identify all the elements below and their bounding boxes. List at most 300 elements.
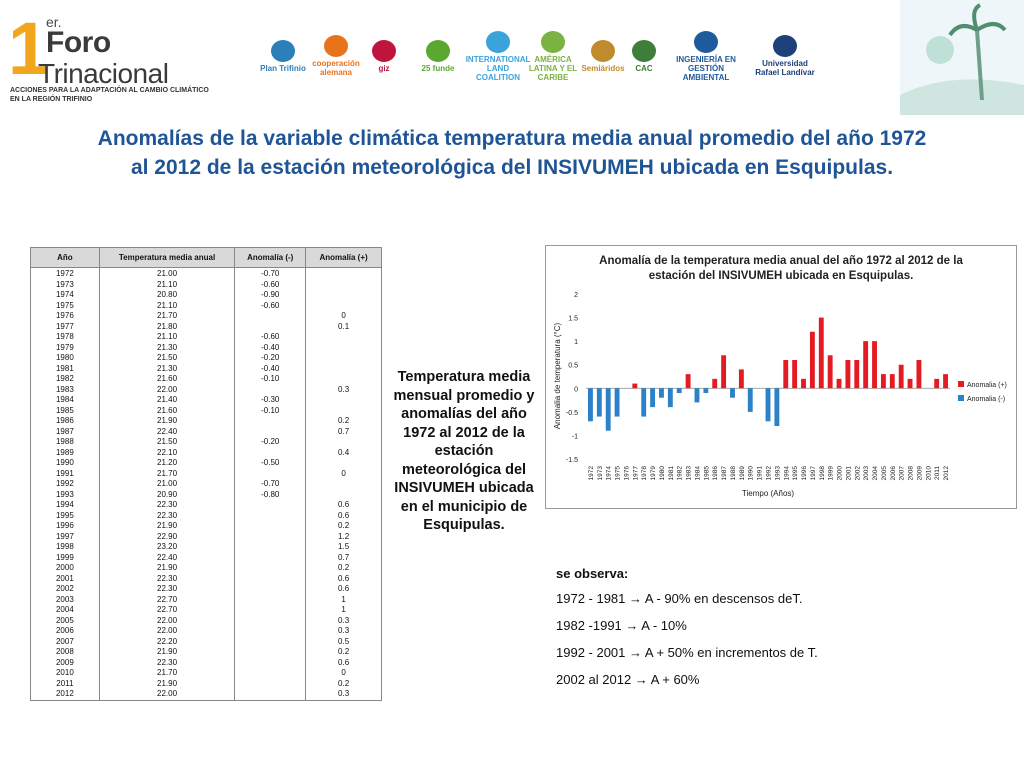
cell-anomaly-positive: 0 [306,668,382,679]
cell-year: 2009 [31,658,100,669]
cell-anomaly-positive [306,458,382,469]
bar-negative [703,388,708,393]
bar-negative [588,388,593,421]
temperature-anomaly-table [30,247,382,701]
cell-year: 1985 [31,406,100,417]
cell-anomaly-negative: -0.50 [235,458,306,469]
cell-anomaly-negative: -0.10 [235,374,306,385]
cell-temperature: 21.90 [99,416,235,427]
cell-year: 2007 [31,637,100,648]
cell-year: 2012 [31,689,100,700]
cell-anomaly-negative: -0.20 [235,353,306,364]
x-tick-label: 2008 [907,466,915,481]
cell-anomaly-negative: -0.60 [235,301,306,312]
partner-logo-mark [541,31,565,53]
deco-circle [926,36,954,64]
cell-anomaly-negative [235,542,306,553]
cell-temperature: 21.50 [99,353,235,364]
partner-logo-name: INTERNATIONAL LAND COALITION [465,54,531,82]
bar-positive [837,379,842,388]
cell-anomaly-positive: 0.2 [306,647,382,658]
x-tick-label: 2012 [943,466,951,481]
y-tick-label: 0 [574,386,578,394]
chart-title-line2: estación del INSIVUMEH ubicada en Esquipulas. [648,270,914,282]
cell-anomaly-negative [235,427,306,438]
x-tick-label: 1987 [721,466,729,481]
bar-positive [828,355,833,388]
partner-logo [528,28,578,84]
cell-anomaly-positive [306,332,382,343]
partner-logo-mark [694,31,718,53]
cell-anomaly-positive: 0.7 [306,553,382,564]
table-header-row [31,248,382,268]
partner-logo-name: giz [378,63,390,73]
cell-anomaly-negative [235,521,306,532]
table-row [31,301,382,312]
cell-anomaly-positive [306,437,382,448]
table-row [31,563,382,574]
cell-year: 2004 [31,605,100,616]
cell-anomaly-negative [235,616,306,627]
cell-anomaly-negative [235,532,306,543]
table-row [31,532,382,543]
x-tick-label: 1983 [685,466,693,481]
cell-anomaly-negative: -0.40 [235,364,306,375]
cell-anomaly-negative [235,511,306,522]
cell-anomaly-negative: -0.70 [235,268,306,280]
cell-year: 2010 [31,668,100,679]
title-line-2: al 2012 de la estación meteorológica del INSIVUMEH ubicada en Esquipulas. [130,156,894,179]
table-row [31,584,382,595]
table-row [31,679,382,690]
cell-anomaly-positive: 1.5 [306,542,382,553]
table-row [31,385,382,396]
cell-anomaly-negative: -0.40 [235,343,306,354]
x-tick-label: 2010 [925,466,933,481]
partner-logo-name: INGENIERÍA EN GESTIÓN AMBIENTAL [676,54,736,82]
cell-year: 1977 [31,322,100,333]
cell-anomaly-negative [235,448,306,459]
table-row [31,689,382,700]
cell-temperature: 22.20 [99,637,235,648]
cell-year: 1979 [31,343,100,354]
cell-temperature: 23.20 [99,542,235,553]
bar-positive [712,379,717,388]
page-title [40,124,984,182]
partner-logo [626,28,662,84]
x-tick-label: 1982 [676,466,684,481]
table-row [31,500,382,511]
title-line-1: Anomalías de la variable climática temperatura media anual promedio del año 1972 [97,127,927,150]
cell-temperature: 21.80 [99,322,235,333]
cell-anomaly-negative [235,322,306,333]
cell-anomaly-negative [235,416,306,427]
chart-canvas [546,246,1016,508]
cell-anomaly-negative [235,679,306,690]
table-row [31,511,382,522]
partner-logo [664,28,748,84]
cell-year: 1980 [31,353,100,364]
legend-swatch [958,381,964,387]
cell-temperature: 21.90 [99,647,235,658]
cell-temperature: 22.40 [99,553,235,564]
cell-temperature: 21.90 [99,679,235,690]
observation-line: 2002 al 2012 → A + 60% [556,672,700,687]
cell-year: 2005 [31,616,100,627]
cell-anomaly-positive: 0.6 [306,511,382,522]
partner-logo-name: Plan Trifinio [260,63,306,73]
partner-logo-mark [372,40,396,62]
x-tick-label: 2003 [863,466,871,481]
cell-year: 1999 [31,553,100,564]
cell-anomaly-positive [306,301,382,312]
x-tick-label: 1978 [641,466,649,481]
x-tick-label: 1992 [765,466,773,481]
cell-year: 1973 [31,280,100,291]
cell-anomaly-positive: 0.2 [306,679,382,690]
cell-anomaly-negative: -0.60 [235,280,306,291]
cell-year: 1995 [31,511,100,522]
cell-anomaly-positive: 0.6 [306,584,382,595]
bar-positive [721,355,726,388]
cell-temperature: 22.40 [99,427,235,438]
cell-anomaly-positive: 0.2 [306,521,382,532]
cell-year: 1998 [31,542,100,553]
cell-anomaly-positive: 0.6 [306,574,382,585]
table-row [31,374,382,385]
table-row [31,364,382,375]
cell-year: 1975 [31,301,100,312]
cell-anomaly-positive [306,268,382,280]
cell-temperature: 21.70 [99,668,235,679]
cell-year: 1991 [31,469,100,480]
y-tick-label: 0.5 [568,362,578,370]
bar-positive [801,379,806,388]
partner-logo-mark [591,40,615,62]
cell-anomaly-positive [306,406,382,417]
x-tick-label: 1993 [774,466,782,481]
observation-line: 1972 - 1981 → A - 90% en descensos deT. [556,591,803,606]
x-tick-label: 1989 [738,466,746,481]
table-row [31,490,382,501]
cell-year: 2008 [31,647,100,658]
cell-year: 2000 [31,563,100,574]
cell-year: 1989 [31,448,100,459]
table-row [31,416,382,427]
cell-anomaly-positive [306,353,382,364]
cell-anomaly-positive: 1 [306,605,382,616]
table-row [31,595,382,606]
cell-temperature: 21.00 [99,479,235,490]
logo-word-trinacional: Trinacional [38,58,169,89]
bar-positive [819,318,824,389]
partner-logo [465,28,531,84]
partner-logo-mark [324,35,348,57]
table-row [31,637,382,648]
bar-positive [872,341,877,388]
cell-temperature: 22.30 [99,658,235,669]
y-tick-label: 1.5 [568,315,578,323]
bar-positive [890,374,895,388]
cell-anomaly-positive [306,343,382,354]
table-row [31,479,382,490]
logo-subtitle-line2: EN LA REGIÓN TRIFINIO [10,96,93,103]
partner-logo [312,28,360,84]
cell-temperature: 22.10 [99,448,235,459]
cell-temperature: 21.70 [99,311,235,322]
legend-label: Anomalia (+) [967,382,1007,389]
table-row [31,521,382,532]
x-tick-label: 2006 [889,466,897,481]
partner-logo-mark [271,40,295,62]
partner-logo-mark [773,35,797,57]
cell-anomaly-negative [235,605,306,616]
cell-anomaly-negative [235,553,306,564]
cell-anomaly-positive: 0.2 [306,563,382,574]
bar-positive [899,365,904,389]
table-row [31,332,382,343]
table-row [31,437,382,448]
y-tick-label: -1.5 [565,457,578,464]
cell-temperature: 21.60 [99,406,235,417]
cell-anomaly-negative [235,637,306,648]
bar-positive [943,374,948,388]
x-tick-label: 1995 [792,466,800,481]
cell-anomaly-positive [306,395,382,406]
cell-year: 1982 [31,374,100,385]
cell-anomaly-positive [306,479,382,490]
cell-anomaly-positive: 0.1 [306,322,382,333]
table-row [31,542,382,553]
observation-line: 1992 - 2001 → A + 50% en incrementos de T. [556,645,818,660]
bar-negative [766,388,771,421]
table-row [31,280,382,291]
bar-positive [783,360,788,388]
cell-anomaly-positive: 0.3 [306,689,382,700]
cell-year: 1972 [31,268,100,280]
table-row [31,469,382,480]
x-tick-label: 1986 [712,466,720,481]
observations-title: se observa: [556,566,629,581]
cell-temperature: 21.10 [99,280,235,291]
table-row [31,343,382,354]
partner-logo-name: CAC [635,63,653,73]
cell-temperature: 22.30 [99,500,235,511]
cell-temperature: 21.20 [99,458,235,469]
table-row [31,616,382,627]
partner-logo-mark [426,40,450,62]
cell-anomaly-positive [306,280,382,291]
cell-year: 2002 [31,584,100,595]
x-tick-label: 1976 [623,466,631,481]
col-header-anomaly-positive: Anomalía (+) [306,248,382,268]
cell-anomaly-negative [235,584,306,595]
x-tick-label: 2002 [854,466,862,481]
cell-year: 1988 [31,437,100,448]
cell-anomaly-positive: 0.6 [306,500,382,511]
cell-year: 1981 [31,364,100,375]
x-tick-label: 1991 [756,466,764,481]
y-tick-label: 2 [574,292,578,299]
partner-logo [582,28,624,84]
bar-positive [632,384,637,389]
table-body [31,268,382,701]
partner-logo [752,28,818,84]
bar-negative [730,388,735,397]
cell-year: 1983 [31,385,100,396]
x-tick-label: 1975 [614,466,622,481]
cell-year: 2003 [31,595,100,606]
cell-temperature: 21.50 [99,437,235,448]
logo-word-foro: Foro [46,26,111,59]
bar-positive [934,379,939,388]
cell-year: 1996 [31,521,100,532]
foro-trinacional-logo [8,7,248,110]
cell-anomaly-positive: 0.7 [306,427,382,438]
cell-year: 1976 [31,311,100,322]
cell-temperature: 22.30 [99,574,235,585]
table-row [31,574,382,585]
cell-anomaly-negative: -0.80 [235,490,306,501]
table-row [31,553,382,564]
y-tick-label: -1 [571,433,578,441]
cell-year: 1994 [31,500,100,511]
partner-logos [260,28,820,84]
bar-positive [792,360,797,388]
cell-anomaly-negative [235,469,306,480]
bar-negative [659,388,664,397]
cell-temperature: 21.30 [99,343,235,354]
chart-title-line1: Anomalía de la temperatura media anual del año 1972 al 2012 de la [599,255,963,267]
bar-negative [774,388,779,426]
cell-anomaly-negative [235,574,306,585]
cell-year: 1993 [31,490,100,501]
cell-temperature: 21.10 [99,332,235,343]
table-row [31,322,382,333]
y-tick-label: -0.5 [565,409,578,417]
table-row [31,658,382,669]
cell-temperature: 21.30 [99,364,235,375]
bar-negative [615,388,620,416]
cell-temperature: 22.30 [99,511,235,522]
cell-temperature: 22.70 [99,605,235,616]
x-tick-label: 1981 [667,466,675,481]
partner-logo-mark [632,40,656,62]
cell-anomaly-positive [306,290,382,301]
table-row [31,647,382,658]
cell-anomaly-negative: -0.30 [235,395,306,406]
cell-anomaly-negative: -0.10 [235,406,306,417]
cell-year: 2006 [31,626,100,637]
cell-temperature: 22.70 [99,595,235,606]
table-row [31,406,382,417]
x-tick-label: 1977 [632,466,640,481]
partner-logo-name: Semiáridos [581,63,625,73]
x-tick-label: 1972 [587,466,595,481]
cell-anomaly-negative: -0.90 [235,290,306,301]
cell-year: 2011 [31,679,100,690]
logo-number: 1 [8,7,50,90]
cell-anomaly-positive: 1 [306,595,382,606]
x-tick-label: 1979 [650,466,658,481]
table-row [31,290,382,301]
table-row [31,395,382,406]
observations-panel [556,566,996,699]
cell-anomaly-negative: -0.60 [235,332,306,343]
bar-positive [686,374,691,388]
cell-anomaly-positive [306,490,382,501]
x-tick-label: 2004 [872,466,880,481]
cell-year: 1974 [31,290,100,301]
partner-logo [364,28,404,84]
x-tick-label: 2001 [845,466,853,481]
logo-subtitle [10,86,250,104]
partner-logo [260,28,306,84]
cell-anomaly-negative [235,689,306,700]
cell-year: 1984 [31,395,100,406]
cell-temperature: 22.90 [99,532,235,543]
cell-anomaly-negative [235,500,306,511]
cell-anomaly-negative [235,658,306,669]
cell-anomaly-positive [306,374,382,385]
col-header-anomaly-negative: Anomalía (-) [235,248,306,268]
logo-superscript: er. [46,14,62,30]
x-tick-label: 2005 [880,466,888,481]
bar-negative [748,388,753,412]
cell-temperature: 21.70 [99,469,235,480]
legend-swatch [958,395,964,401]
cell-temperature: 21.10 [99,301,235,312]
x-axis-title: Tiempo (Años) [741,489,795,498]
table-row [31,268,382,280]
table-row [31,311,382,322]
x-tick-label: 1974 [605,466,613,481]
bar-negative [677,388,682,393]
bar-positive [881,374,886,388]
cell-anomaly-negative [235,626,306,637]
cell-temperature: 20.80 [99,290,235,301]
cell-temperature: 21.90 [99,521,235,532]
bar-negative [597,388,602,416]
cell-anomaly-positive: 0.5 [306,637,382,648]
cell-anomaly-positive: 0.3 [306,616,382,627]
partner-logo-name: Universidad Rafael Landívar [755,59,815,77]
bar-negative [606,388,611,430]
decorative-landscape-graphic [880,0,1024,115]
partner-logo-name: 25 funde [421,63,455,73]
anomaly-bar-chart [545,245,1017,509]
x-tick-label: 1998 [818,466,826,481]
cell-temperature: 22.30 [99,584,235,595]
cell-anomaly-negative [235,385,306,396]
cell-anomaly-positive: 0.4 [306,448,382,459]
cell-anomaly-negative [235,563,306,574]
bar-positive [908,379,913,388]
x-tick-label: 1999 [827,466,835,481]
cell-anomaly-positive: 0.2 [306,416,382,427]
table-row [31,605,382,616]
cell-anomaly-positive: 1.2 [306,532,382,543]
bar-positive [854,360,859,388]
bar-negative [668,388,673,407]
bar-negative [641,388,646,416]
table-row [31,353,382,364]
table-caption: Temperatura media mensual promedio y anomalías del año 1972 al 2012 de la estación meteorológica del INSIVUMEH ubicada en el municipio de Esquipulas. [393,369,535,533]
bar-negative [650,388,655,407]
col-header-temperature: Temperatura media anual [99,248,235,268]
x-tick-label: 1973 [596,466,604,481]
partner-logo-name: cooperación alemana [312,59,360,77]
